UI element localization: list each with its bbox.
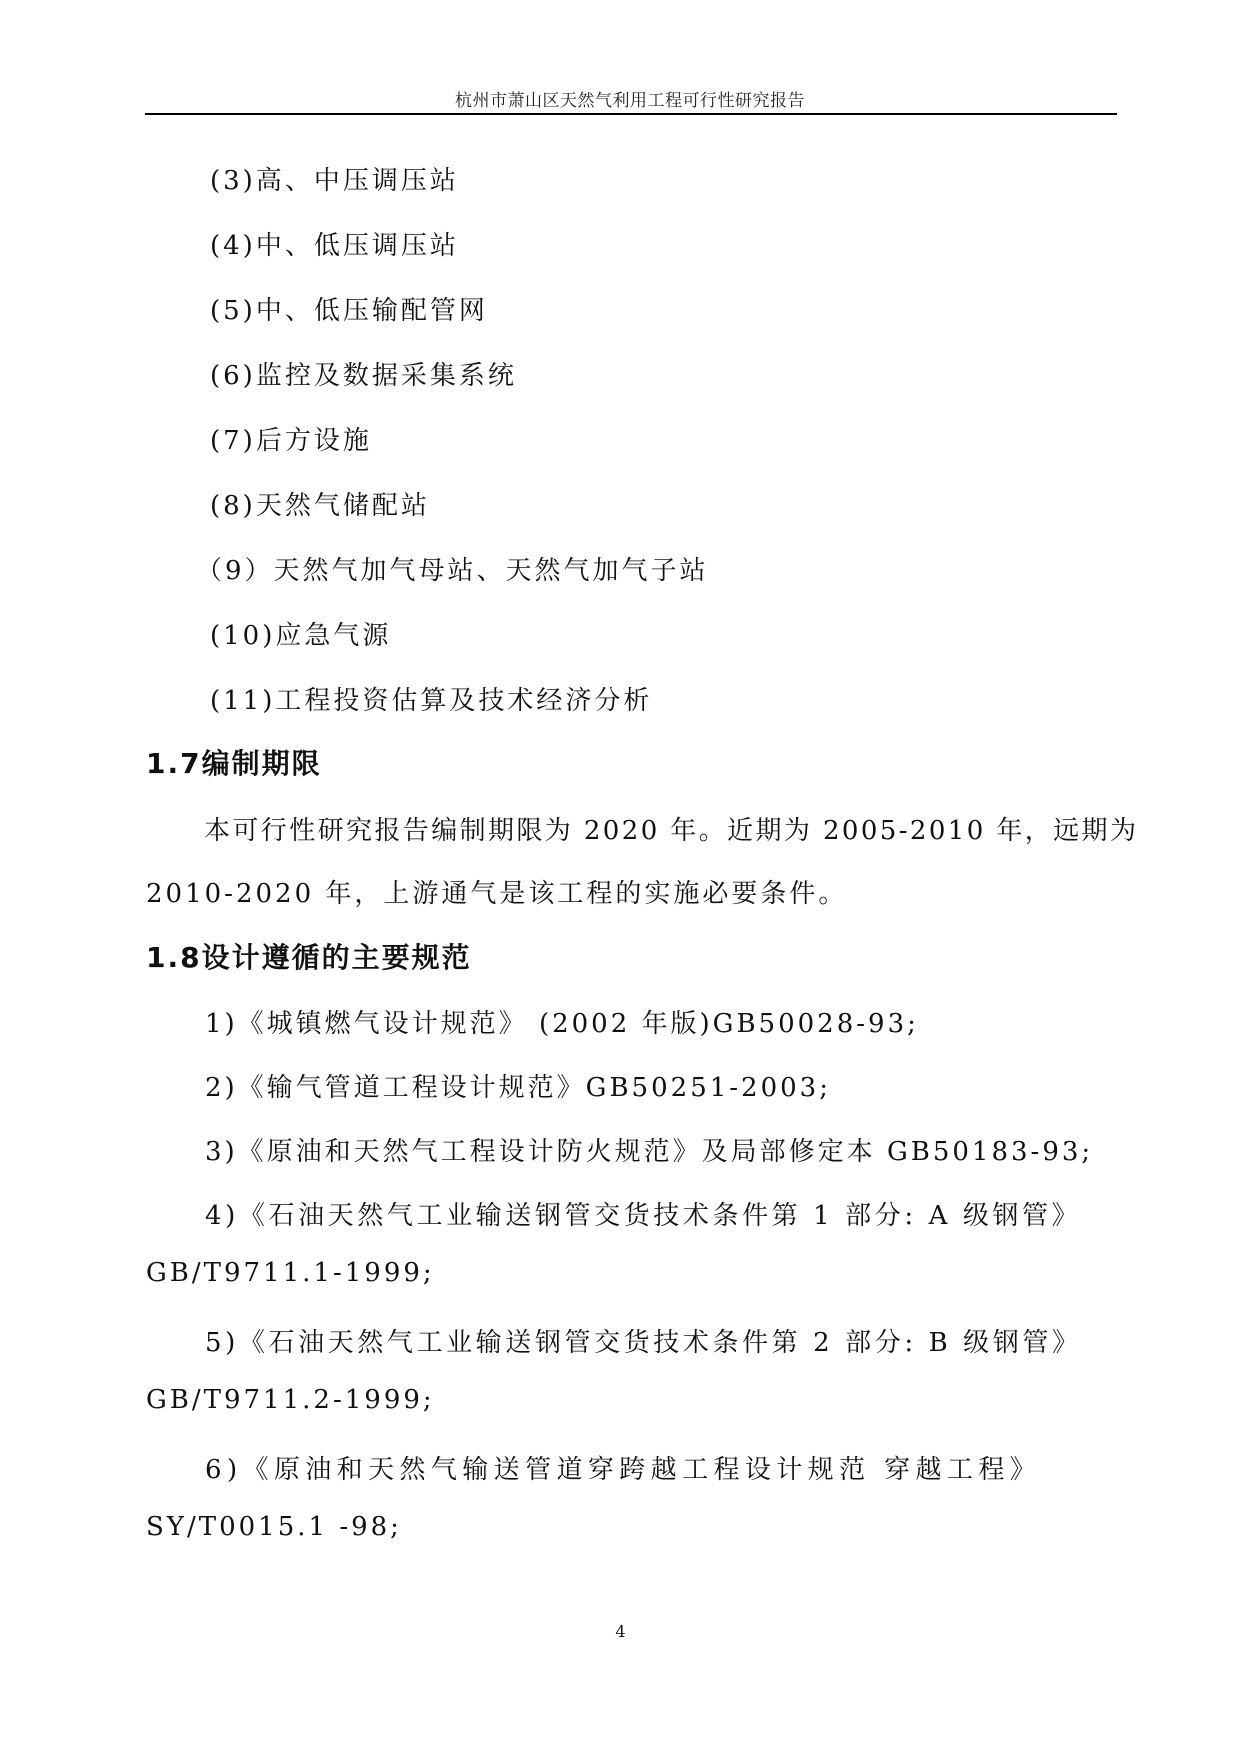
list-item: (6)监控及数据采集系统 [210, 361, 517, 391]
list-item: (8)天然气储配站 [210, 491, 430, 521]
list-item: （9）天然气加气母站、天然气加气子站 [196, 556, 709, 586]
reference-item: 1)《城镇燃气设计规范》 (2002 年版)GB50028-93; [205, 1009, 919, 1039]
reference-item-continuation: SY/T0015.1 -98; [146, 1512, 402, 1542]
list-item: (3)高、中压调压站 [210, 166, 459, 196]
list-item: (5)中、低压输配管网 [210, 296, 488, 326]
paragraph-line: 本可行性研究报告编制期限为 2020 年。近期为 2005-2010 年，远期为 [204, 816, 1139, 846]
reference-item-continuation: GB/T9711.2-1999; [146, 1385, 435, 1415]
section-heading-1-8: 1.8设计遵循的主要规范 [146, 941, 472, 974]
paragraph-line: 2010-2020 年，上游通气是该工程的实施必要条件。 [146, 879, 848, 909]
header-rule [145, 113, 1117, 115]
list-item: (4)中、低压调压站 [210, 231, 459, 261]
reference-item: 6)《原油和天然气输送管道穿跨越工程设计规范 穿越工程》 [205, 1455, 1042, 1485]
section-heading-1-7: 1.7编制期限 [146, 747, 322, 780]
list-item: (11)工程投资估算及技术经济分析 [210, 686, 653, 716]
list-item: (7)后方设施 [210, 426, 372, 456]
list-item: (10)应急气源 [210, 621, 392, 651]
reference-item: 5)《石油天然气工业输送钢管交货技术条件第 2 部分: B 级钢管》 [205, 1328, 1082, 1358]
reference-item: 2)《输气管道工程设计规范》GB50251-2003; [205, 1073, 831, 1103]
running-header: 杭州市萧山区天然气利用工程可行性研究报告 [455, 91, 805, 111]
reference-item-continuation: GB/T9711.1-1999; [146, 1258, 435, 1288]
reference-item: 3)《原油和天然气工程设计防火规范》及局部修定本 GB50183-93; [205, 1137, 1094, 1167]
reference-item: 4)《石油天然气工业输送钢管交货技术条件第 1 部分: A 级钢管》 [205, 1201, 1082, 1231]
page-number: 4 [615, 1622, 626, 1641]
